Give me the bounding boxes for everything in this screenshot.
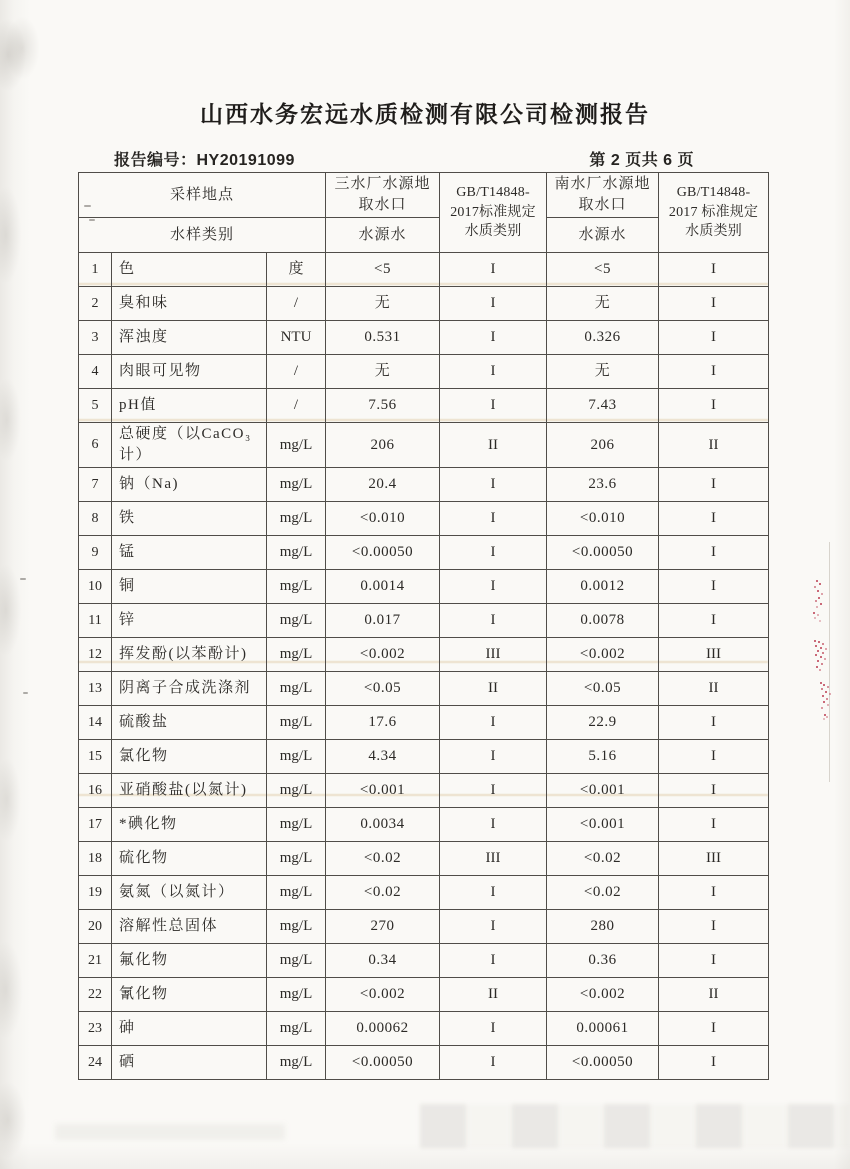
red-stamp-fragment [814, 640, 816, 642]
value-south: 0.36 [547, 944, 659, 978]
item-name: 硫酸盐 [112, 706, 267, 740]
value-south: 23.6 [547, 468, 659, 502]
item-name: 亚硝酸盐(以氮计) [112, 774, 267, 808]
value-plant3: <0.02 [326, 842, 440, 876]
item-name: 氰化物 [112, 978, 267, 1012]
table-row [79, 842, 769, 876]
row-number: 14 [79, 706, 112, 740]
report-number: 报告编号：HY20191099 [114, 152, 295, 169]
class-south: II [659, 423, 769, 468]
value-plant3: 17.6 [326, 706, 440, 740]
class-plant3: I [440, 389, 547, 423]
value-plant3: 270 [326, 910, 440, 944]
class-plant3: I [440, 910, 547, 944]
class-plant3: I [440, 1046, 547, 1080]
item-name: 铁 [112, 502, 267, 536]
item-name: 阴离子合成洗涤剂 [112, 672, 267, 706]
class-plant3: I [440, 287, 547, 321]
value-plant3: 0.0034 [326, 808, 440, 842]
value-plant3: <0.002 [326, 978, 440, 1012]
report-meta-row [114, 147, 694, 170]
unit: mg/L [267, 842, 326, 876]
table-row [79, 1046, 769, 1080]
class-plant3: I [440, 468, 547, 502]
value-south: <0.00050 [547, 1046, 659, 1080]
value-south: 280 [547, 910, 659, 944]
value-plant3: 0.017 [326, 604, 440, 638]
class-plant3: I [440, 740, 547, 774]
value-plant3: <0.00050 [326, 1046, 440, 1080]
row-number: 2 [79, 287, 112, 321]
value-plant3: 206 [326, 423, 440, 468]
unit: mg/L [267, 672, 326, 706]
item-name: 色 [112, 253, 267, 287]
item-name: 硒 [112, 1046, 267, 1080]
row-number: 17 [79, 808, 112, 842]
unit: mg/L [267, 1012, 326, 1046]
class-south: II [659, 672, 769, 706]
value-south: 无 [547, 287, 659, 321]
class-south: I [659, 910, 769, 944]
value-plant3: <0.00050 [326, 536, 440, 570]
red-stamp-fragment [813, 612, 815, 614]
class-plant3: III [440, 638, 547, 672]
row-number: 20 [79, 910, 112, 944]
row-number: 18 [79, 842, 112, 876]
table-row [79, 287, 769, 321]
value-plant3: 0.34 [326, 944, 440, 978]
class-plant3: III [440, 842, 547, 876]
unit: mg/L [267, 740, 326, 774]
table-row [79, 536, 769, 570]
row-number: 24 [79, 1046, 112, 1080]
header-standard-class-1: GB/T14848-2017标准规定水质类别 [440, 173, 547, 253]
red-stamp-fragment [816, 580, 818, 582]
value-south: 0.00061 [547, 1012, 659, 1046]
value-plant3: 20.4 [326, 468, 440, 502]
scan-speck [20, 578, 26, 580]
table-row [79, 604, 769, 638]
class-south: III [659, 842, 769, 876]
scan-smudge [420, 1104, 850, 1148]
value-plant3: 4.34 [326, 740, 440, 774]
unit: mg/L [267, 1046, 326, 1080]
class-plant3: II [440, 672, 547, 706]
item-name: 氟化物 [112, 944, 267, 978]
item-name: 铜 [112, 570, 267, 604]
unit: mg/L [267, 706, 326, 740]
value-plant3: <5 [326, 253, 440, 287]
row-number: 22 [79, 978, 112, 1012]
item-name: *碘化物 [112, 808, 267, 842]
red-stamp-fragment [820, 682, 822, 684]
item-name: 氯化物 [112, 740, 267, 774]
item-name: 臭和味 [112, 287, 267, 321]
row-number: 9 [79, 536, 112, 570]
results-tbody [79, 253, 769, 1080]
item-name: 肉眼可见物 [112, 355, 267, 389]
value-south: <0.00050 [547, 536, 659, 570]
row-number: 19 [79, 876, 112, 910]
item-name: 挥发酚(以苯酚计) [112, 638, 267, 672]
value-plant3: 0.531 [326, 321, 440, 355]
value-south: 0.326 [547, 321, 659, 355]
class-south: I [659, 389, 769, 423]
class-south: I [659, 876, 769, 910]
item-name: 溶解性总固体 [112, 910, 267, 944]
class-south: I [659, 1012, 769, 1046]
table-row [79, 502, 769, 536]
unit: mg/L [267, 536, 326, 570]
table-row [79, 808, 769, 842]
item-name: 总硬度（以CaCO₃计） [112, 423, 267, 468]
value-plant3: 0.00062 [326, 1012, 440, 1046]
class-south: I [659, 253, 769, 287]
unit: mg/L [267, 638, 326, 672]
class-south: I [659, 502, 769, 536]
water-quality-results-table [78, 172, 769, 1080]
class-south: I [659, 944, 769, 978]
scan-edge-shading [0, 0, 30, 1169]
header-plant3-sample-type: 水源水 [326, 218, 440, 253]
table-row [79, 944, 769, 978]
class-plant3: I [440, 570, 547, 604]
unit: mg/L [267, 570, 326, 604]
class-plant3: II [440, 978, 547, 1012]
value-south: <0.002 [547, 978, 659, 1012]
table-row [79, 1012, 769, 1046]
unit: / [267, 287, 326, 321]
class-south: I [659, 355, 769, 389]
class-plant3: I [440, 253, 547, 287]
header-sample-type: 水样类别 [79, 218, 326, 253]
row-number: 4 [79, 355, 112, 389]
value-south: <0.02 [547, 842, 659, 876]
value-south: <0.001 [547, 808, 659, 842]
class-plant3: I [440, 321, 547, 355]
table-row [79, 389, 769, 423]
red-stamp-fragment [824, 714, 826, 716]
class-plant3: I [440, 774, 547, 808]
row-number: 6 [79, 423, 112, 468]
class-south: I [659, 604, 769, 638]
class-plant3: I [440, 706, 547, 740]
table-row [79, 468, 769, 502]
row-number: 5 [79, 389, 112, 423]
class-plant3: I [440, 604, 547, 638]
unit: 度 [267, 253, 326, 287]
value-south: 22.9 [547, 706, 659, 740]
unit: mg/L [267, 978, 326, 1012]
value-south: 0.0078 [547, 604, 659, 638]
value-south: 无 [547, 355, 659, 389]
table-row [79, 774, 769, 808]
table-row [79, 253, 769, 287]
item-name: 砷 [112, 1012, 267, 1046]
value-plant3: 无 [326, 287, 440, 321]
header-south-plant-intake: 南水厂水源地取水口 [547, 173, 659, 218]
item-name: 锌 [112, 604, 267, 638]
item-name: 锰 [112, 536, 267, 570]
class-south: II [659, 978, 769, 1012]
header-sampling-location: 采样地点 [79, 173, 326, 218]
value-plant3: 0.0014 [326, 570, 440, 604]
value-plant3: <0.05 [326, 672, 440, 706]
unit: mg/L [267, 910, 326, 944]
value-south: 7.43 [547, 389, 659, 423]
unit: mg/L [267, 774, 326, 808]
header-plant3-intake: 三水厂水源地取水口 [326, 173, 440, 218]
table-row [79, 706, 769, 740]
row-number: 3 [79, 321, 112, 355]
unit: mg/L [267, 502, 326, 536]
table-row [79, 672, 769, 706]
class-south: III [659, 638, 769, 672]
value-south: <0.02 [547, 876, 659, 910]
scan-crease-line [829, 542, 830, 782]
row-number: 23 [79, 1012, 112, 1046]
table-row [79, 876, 769, 910]
value-plant3: 7.56 [326, 389, 440, 423]
table-row [79, 570, 769, 604]
value-plant3: <0.02 [326, 876, 440, 910]
value-south: <0.05 [547, 672, 659, 706]
unit: mg/L [267, 808, 326, 842]
item-name: 氨氮（以氮计） [112, 876, 267, 910]
class-plant3: I [440, 944, 547, 978]
value-south: <0.001 [547, 774, 659, 808]
unit: / [267, 355, 326, 389]
class-south: I [659, 740, 769, 774]
table-row [79, 638, 769, 672]
table-row [79, 910, 769, 944]
class-plant3: I [440, 355, 547, 389]
item-name: 浑浊度 [112, 321, 267, 355]
table-row [79, 978, 769, 1012]
value-south: <0.002 [547, 638, 659, 672]
class-south: I [659, 321, 769, 355]
value-south: 5.16 [547, 740, 659, 774]
header-standard-class-2: GB/T14848-2017 标准规定水质类别 [659, 173, 769, 253]
value-plant3: <0.002 [326, 638, 440, 672]
unit: NTU [267, 321, 326, 355]
class-plant3: I [440, 536, 547, 570]
row-number: 13 [79, 672, 112, 706]
row-number: 10 [79, 570, 112, 604]
value-plant3: <0.010 [326, 502, 440, 536]
table-row [79, 423, 769, 468]
unit: mg/L [267, 944, 326, 978]
class-south: I [659, 468, 769, 502]
value-plant3: <0.001 [326, 774, 440, 808]
row-number: 15 [79, 740, 112, 774]
page-indicator: 第 2 页共 6 页 [589, 152, 694, 169]
value-south: <5 [547, 253, 659, 287]
value-south: 206 [547, 423, 659, 468]
unit: mg/L [267, 468, 326, 502]
row-number: 8 [79, 502, 112, 536]
class-plant3: I [440, 1012, 547, 1046]
value-south: <0.010 [547, 502, 659, 536]
table-row [79, 355, 769, 389]
class-south: I [659, 536, 769, 570]
class-south: I [659, 706, 769, 740]
class-south: I [659, 808, 769, 842]
row-number: 11 [79, 604, 112, 638]
unit: mg/L [267, 876, 326, 910]
unit: / [267, 389, 326, 423]
report-title: 山西水务宏远水质检测有限公司检测报告 [200, 101, 650, 127]
class-plant3: I [440, 808, 547, 842]
item-name: 钠（Na) [112, 468, 267, 502]
table-row [79, 321, 769, 355]
value-plant3: 无 [326, 355, 440, 389]
class-plant3: I [440, 502, 547, 536]
class-plant3: II [440, 423, 547, 468]
class-south: I [659, 570, 769, 604]
value-south: 0.0012 [547, 570, 659, 604]
scan-smudge [4, 12, 50, 102]
item-name: 硫化物 [112, 842, 267, 876]
class-south: I [659, 287, 769, 321]
class-plant3: I [440, 876, 547, 910]
table-row [79, 740, 769, 774]
item-name: pH值 [112, 389, 267, 423]
scan-smudge [55, 1124, 285, 1140]
row-number: 1 [79, 253, 112, 287]
row-number: 12 [79, 638, 112, 672]
class-south: I [659, 774, 769, 808]
header-row-sampling-location [79, 173, 769, 218]
class-south: I [659, 1046, 769, 1080]
row-number: 16 [79, 774, 112, 808]
row-number: 7 [79, 468, 112, 502]
scan-speck [23, 692, 28, 694]
row-number: 21 [79, 944, 112, 978]
unit: mg/L [267, 604, 326, 638]
unit: mg/L [267, 423, 326, 468]
header-south-sample-type: 水源水 [547, 218, 659, 253]
